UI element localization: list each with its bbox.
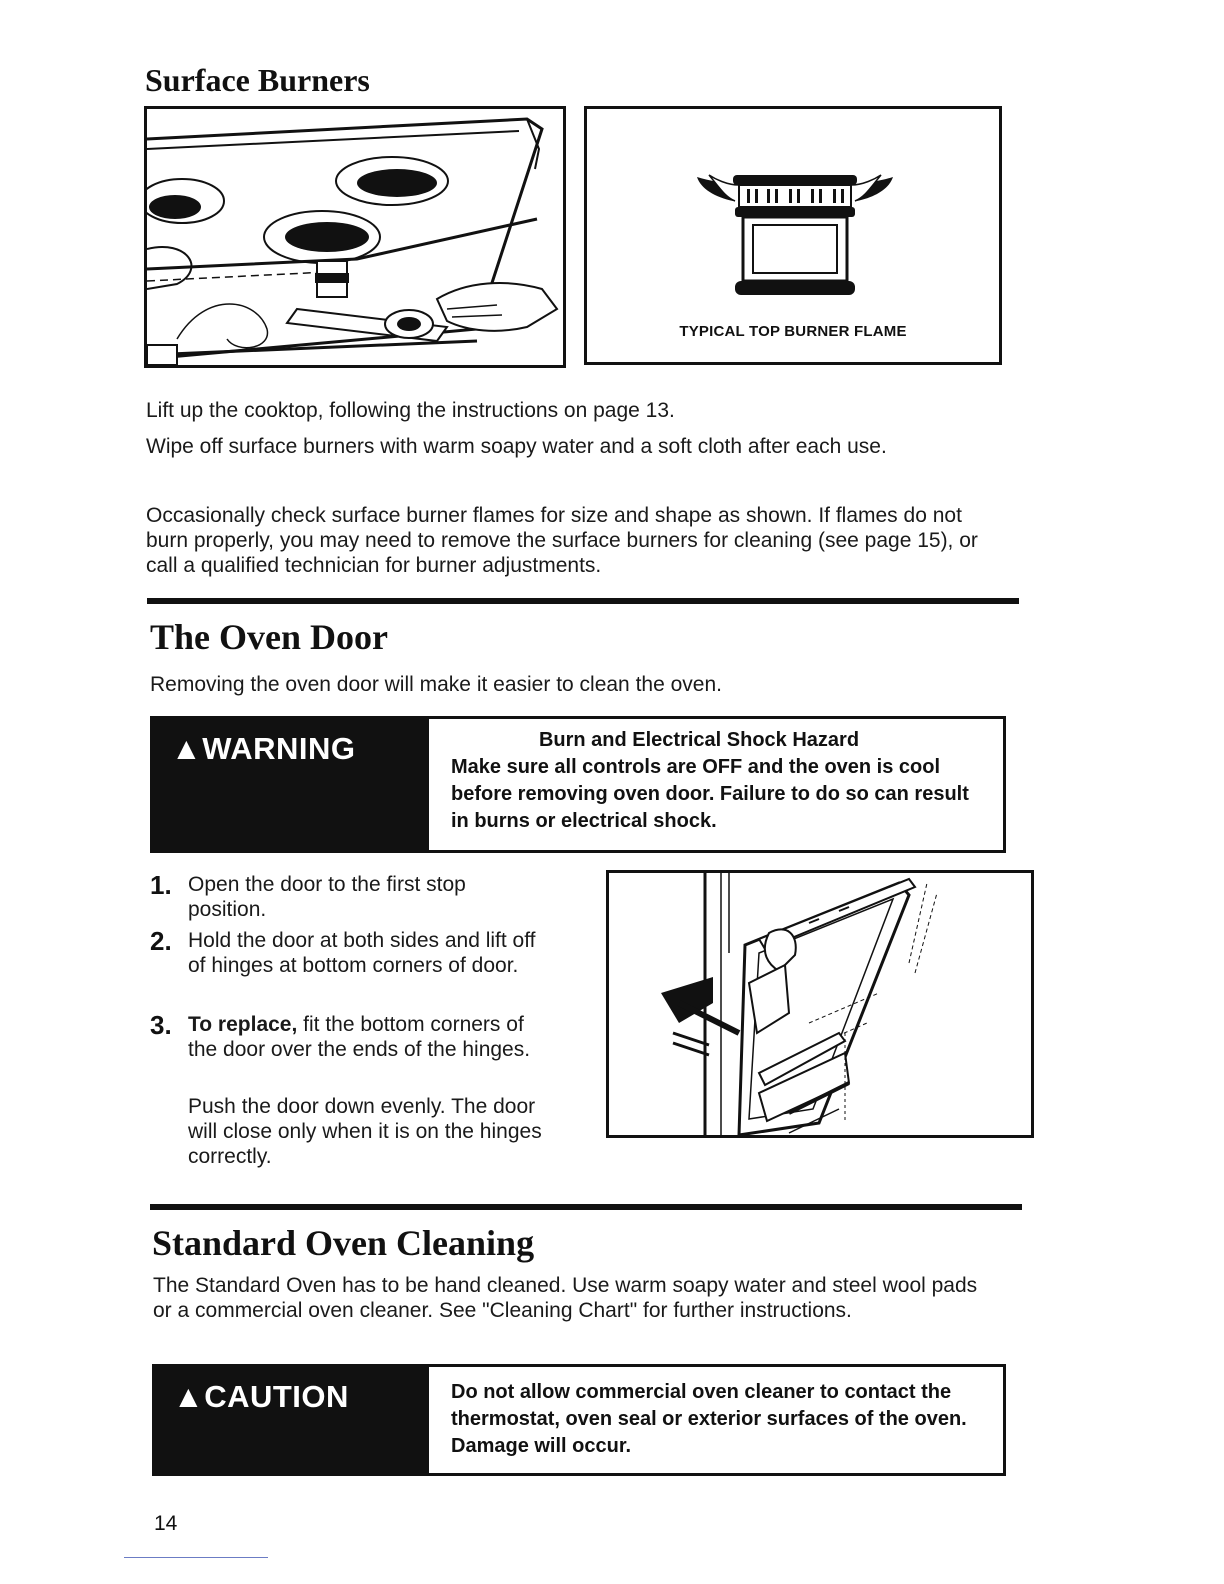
caution-box bbox=[152, 1364, 1006, 1476]
figure-caption: TYPICAL TOP BURNER FLAME bbox=[679, 323, 907, 340]
section-title-oven-door: The Oven Door bbox=[150, 617, 388, 657]
burner-flame-icon bbox=[695, 159, 895, 309]
step-number: 2. bbox=[150, 926, 172, 956]
warning-triangle-icon: ▲ bbox=[171, 731, 203, 766]
step-text: Open the door to the first stop position. bbox=[188, 873, 466, 921]
cooktop-lift-illustration bbox=[144, 106, 566, 368]
burner-flame-figure bbox=[584, 106, 1002, 365]
step-text: Hold the door at both sides and lift off of hinges at bottom corners of door. bbox=[188, 929, 536, 977]
removal-steps bbox=[150, 870, 590, 1169]
section-title-surface-burners: Surface Burners bbox=[145, 62, 370, 98]
step-text bbox=[188, 1012, 548, 1062]
caution-label-text: CAUTION bbox=[204, 1379, 349, 1414]
oven-door-removal-illustration bbox=[606, 870, 1034, 1138]
paragraph-standard-oven-cleaning: The Standard Oven has to be hand cleaned. Use warm soapy water and steel wool pads or a commercial oven cleaner. See "Cleaning Chart" for further instructions. bbox=[153, 1274, 978, 1322]
paragraph-oven-door-intro: Removing the oven door will make it easier to clean the oven. bbox=[150, 673, 722, 696]
warning-label-text: WARNING bbox=[202, 731, 356, 766]
warning-box bbox=[150, 716, 1006, 853]
caution-triangle-icon: ▲ bbox=[173, 1379, 205, 1414]
caution-text: Do not allow commercial oven cleaner to contact the thermostat, oven seal or exterior surfaces of the oven. Damage will occur. bbox=[451, 1381, 967, 1457]
section-title-standard-oven-cleaning: Standard Oven Cleaning bbox=[152, 1223, 535, 1263]
paragraph-check-flames: Occasionally check surface burner flames for size and shape as shown. If flames do not burn properly, you may need to remove the surface burners for cleaning (see page 15), or call a qualified technician for burner adjustments. bbox=[146, 504, 978, 577]
step-3 bbox=[150, 1010, 590, 1094]
cooktop-drawing bbox=[147, 109, 563, 365]
step-lead: To replace, bbox=[188, 1013, 298, 1036]
step-1 bbox=[150, 870, 590, 926]
step-2 bbox=[150, 926, 590, 1010]
warning-text: Make sure all controls are OFF and the oven is cool before removing oven door. Failure to do so can result in burns or electrical shock. bbox=[451, 756, 969, 832]
step-3-note: Push the door down evenly. The door will close only when it is on the hinges correctly. bbox=[188, 1095, 542, 1168]
warning-label bbox=[153, 719, 429, 850]
warning-heading: Burn and Electrical Shock Hazard bbox=[538, 729, 860, 751]
warning-content bbox=[451, 727, 991, 835]
step-number: 1. bbox=[150, 870, 172, 900]
section-divider bbox=[150, 1204, 1022, 1210]
step-number: 3. bbox=[150, 1010, 172, 1040]
page-number: 14 bbox=[154, 1512, 178, 1535]
paragraph-lift-cooktop: Lift up the cooktop, following the instructions on page 13. bbox=[146, 399, 675, 422]
paragraph-wipe-burners: Wipe off surface burners with warm soapy water and a soft cloth after each use. bbox=[146, 435, 887, 458]
step-body: fit the bottom corners of the door over the ends of the hinges. bbox=[188, 1013, 531, 1061]
oven-door-drawing bbox=[609, 873, 1031, 1135]
caution-label bbox=[155, 1367, 429, 1473]
section-divider bbox=[147, 598, 1019, 604]
footer-line bbox=[124, 1557, 268, 1558]
